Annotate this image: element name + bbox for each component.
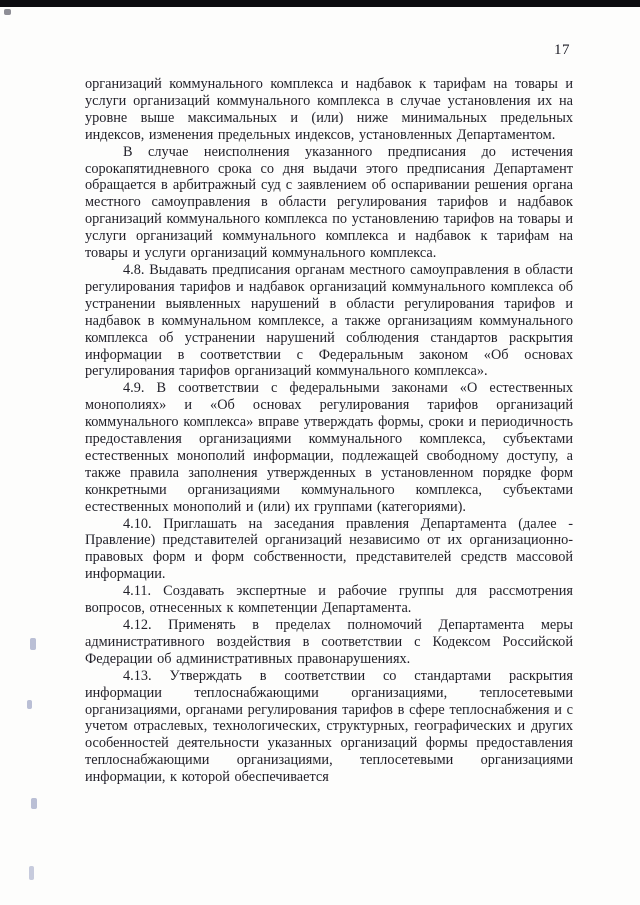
paragraph-clause-4-11: 4.11. Создавать экспертные и рабочие группы для рассмотрения вопросов, отнесенных к компетенции Департамента. xyxy=(85,583,573,617)
paragraph-clause-4-9: 4.9. В соответствии с федеральными законами «О естественных монополиях» и «Об основах регулирования тарифов организаций коммунального комплекса» вправе утверждать формы, сроки и периодичность предоставления организациями коммунального комплекса, субъектами естественных монополий информации, подлежащей свободному доступу, а также правила заполнения утвержденных в установленном порядке форм конкретными организациями коммунального комплекса, субъектами естественных монополий и (или) их группами (категориями). xyxy=(85,380,573,515)
scan-artifact xyxy=(30,638,36,650)
scan-artifact xyxy=(27,700,32,709)
paragraph: В случае неисполнения указанного предписания до истечения сорокапятидневного срока со дня выдачи этого предписания Департамент обращается в арбитражный суд с заявлением об оспаривании решения органа местного самоуправления в области регулирования тарифов и надбавок организаций коммунального комплекса по установлению тарифов на товары и услуги организаций коммунального комплекса и надбавок к тарифам на товары и услуги организаций коммунального комплекса. xyxy=(85,143,573,262)
scan-artifact xyxy=(29,866,34,880)
document-body xyxy=(85,76,573,786)
paragraph-clause-4-8: 4.8. Выдавать предписания органам местного самоуправления в области регулирования тарифов и надбавок организаций коммунального комплекса об устранении выявленных нарушений в области регулирования тарифов и надбавок в коммунальном комплексе, а также организациям коммунального комплекса об устранении нарушений соблюдения стандартов раскрытия информации в соответствии с Федеральным законом «Об основах регулирования тарифов организаций коммунального комплекса». xyxy=(85,261,573,380)
paragraph-clause-4-13: 4.13. Утверждать в соответствии со стандартами раскрытия информации теплоснабжающими организациями, теплосетевыми организациями, органами регулирования тарифов в сфере теплоснабжения и с учетом отраслевых, технологических, структурных, географических и других особенностей деятельности указанных организаций формы предоставления теплоснабжающими организациями, теплосетевыми организациями информации, к которой обеспечивается xyxy=(85,667,573,786)
paragraph-clause-4-12: 4.12. Применять в пределах полномочий Департамента меры административного воздействия в соответствии с Кодексом Российской Федерации об административных правонарушениях. xyxy=(85,617,573,667)
scan-artifact xyxy=(4,9,11,15)
scan-artifact xyxy=(31,798,37,809)
paragraph-continuation: организаций коммунального комплекса и надбавок к тарифам на товары и услуги организаций коммунального комплекса в случае установления их на уровне выше максимальных и (или) ниже минимальных предельных индексов, изменения предельных индексов, установленных Департаментом. xyxy=(85,76,573,143)
paragraph-clause-4-10: 4.10. Приглашать на заседания правления Департамента (далее - Правление) представителей организаций независимо от их организационно-правовых форм и форм собственности, представителей средств массовой информации. xyxy=(85,515,573,583)
scan-artifact-top-bar xyxy=(0,0,640,7)
page-number: 17 xyxy=(554,42,570,58)
